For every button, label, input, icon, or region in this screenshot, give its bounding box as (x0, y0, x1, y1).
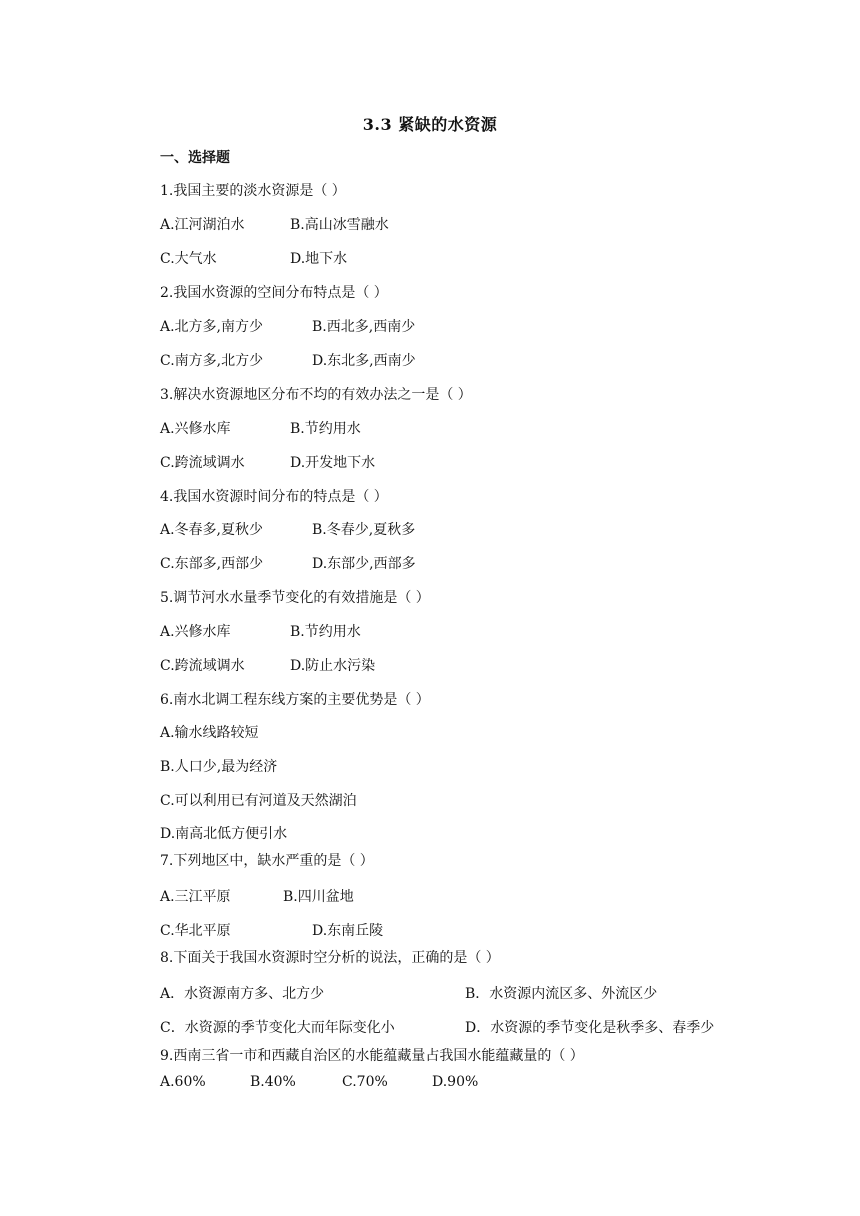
q1-option-b: B.高山冰雪融水 (290, 217, 389, 233)
question-7: 7.下列地区中，缺水严重的是（ ） (160, 853, 374, 869)
q2-option-a: A.北方多,南方少 (160, 319, 264, 335)
q4-option-b: B.冬春少,夏秋多 (312, 522, 416, 538)
q1-option-a: A.江河湖泊水 (160, 217, 245, 233)
q7-option-b: B.四川盆地 (283, 889, 354, 905)
q1-option-c: C.大气水 (160, 251, 217, 267)
q4-option-a: A.冬春多,夏秋少 (160, 522, 264, 538)
q6-option-c: C.可以利用已有河道及天然湖泊 (160, 793, 357, 809)
question-1: 1.我国主要的淡水资源是（ ） (160, 183, 346, 199)
question-9: 9.西南三省一市和西藏自治区的水能蕴藏量占我国水能蕴藏量的（ ） (160, 1048, 584, 1064)
q5-option-d: D.防止水污染 (290, 658, 376, 674)
q5-option-b: B.节约用水 (290, 624, 361, 640)
question-2: 2.我国水资源的空间分布特点是（ ） (160, 285, 388, 301)
q3-option-d: D.开发地下水 (290, 455, 376, 471)
q2-option-c: C.南方多,北方少 (160, 353, 264, 369)
q4-option-c: C.东部多,西部少 (160, 556, 264, 572)
q6-option-b: B.人口少,最为经济 (160, 759, 278, 775)
q3-option-b: B.节约用水 (290, 421, 361, 437)
q1-option-d: D.地下水 (290, 251, 348, 267)
q3-option-a: A.兴修水库 (160, 421, 231, 437)
question-4: 4.我国水资源时间分布的特点是（ ） (160, 489, 388, 505)
q8-option-c: C．水资源的季节变化大而年际变化小 (160, 1020, 395, 1036)
q9-option-b: B.40% (250, 1074, 296, 1090)
page-title: 3.3 紧缺的水资源 (362, 115, 498, 134)
q7-option-c: C.华北平原 (160, 923, 231, 939)
q9-option-c: C.70% (342, 1074, 388, 1090)
q8-option-b: B．水资源内流区多、外流区少 (465, 986, 658, 1002)
q9-option-d: D.90% (432, 1074, 479, 1090)
question-8: 8.下面关于我国水资源时空分析的说法，正确的是（ ） (160, 950, 500, 966)
section-heading: 一、选择题 (160, 150, 230, 166)
question-3: 3.解决水资源地区分布不均的有效办法之一是（ ） (160, 387, 472, 403)
q7-option-d: D.东南丘陵 (312, 923, 384, 939)
q6-option-d: D.南高北低方便引水 (160, 826, 288, 842)
q9-option-a: A.60% (160, 1074, 206, 1090)
q3-option-c: C.跨流域调水 (160, 455, 245, 471)
q2-option-b: B.西北多,西南少 (312, 319, 416, 335)
q2-option-d: D.东北多,西南少 (312, 353, 416, 369)
q7-option-a: A.三江平原 (160, 889, 231, 905)
q6-option-a: A.输水线路较短 (160, 725, 259, 741)
question-5: 5.调节河水水量季节变化的有效措施是（ ） (160, 590, 430, 606)
q8-option-d: D．水资源的季节变化是秋季多、春季少 (465, 1020, 715, 1036)
q4-option-d: D.东部少,西部多 (312, 556, 416, 572)
q5-option-a: A.兴修水库 (160, 624, 231, 640)
question-6: 6.南水北调工程东线方案的主要优势是（ ） (160, 692, 430, 708)
q5-option-c: C.跨流域调水 (160, 658, 245, 674)
q8-option-a: A．水资源南方多、北方少 (160, 986, 325, 1002)
